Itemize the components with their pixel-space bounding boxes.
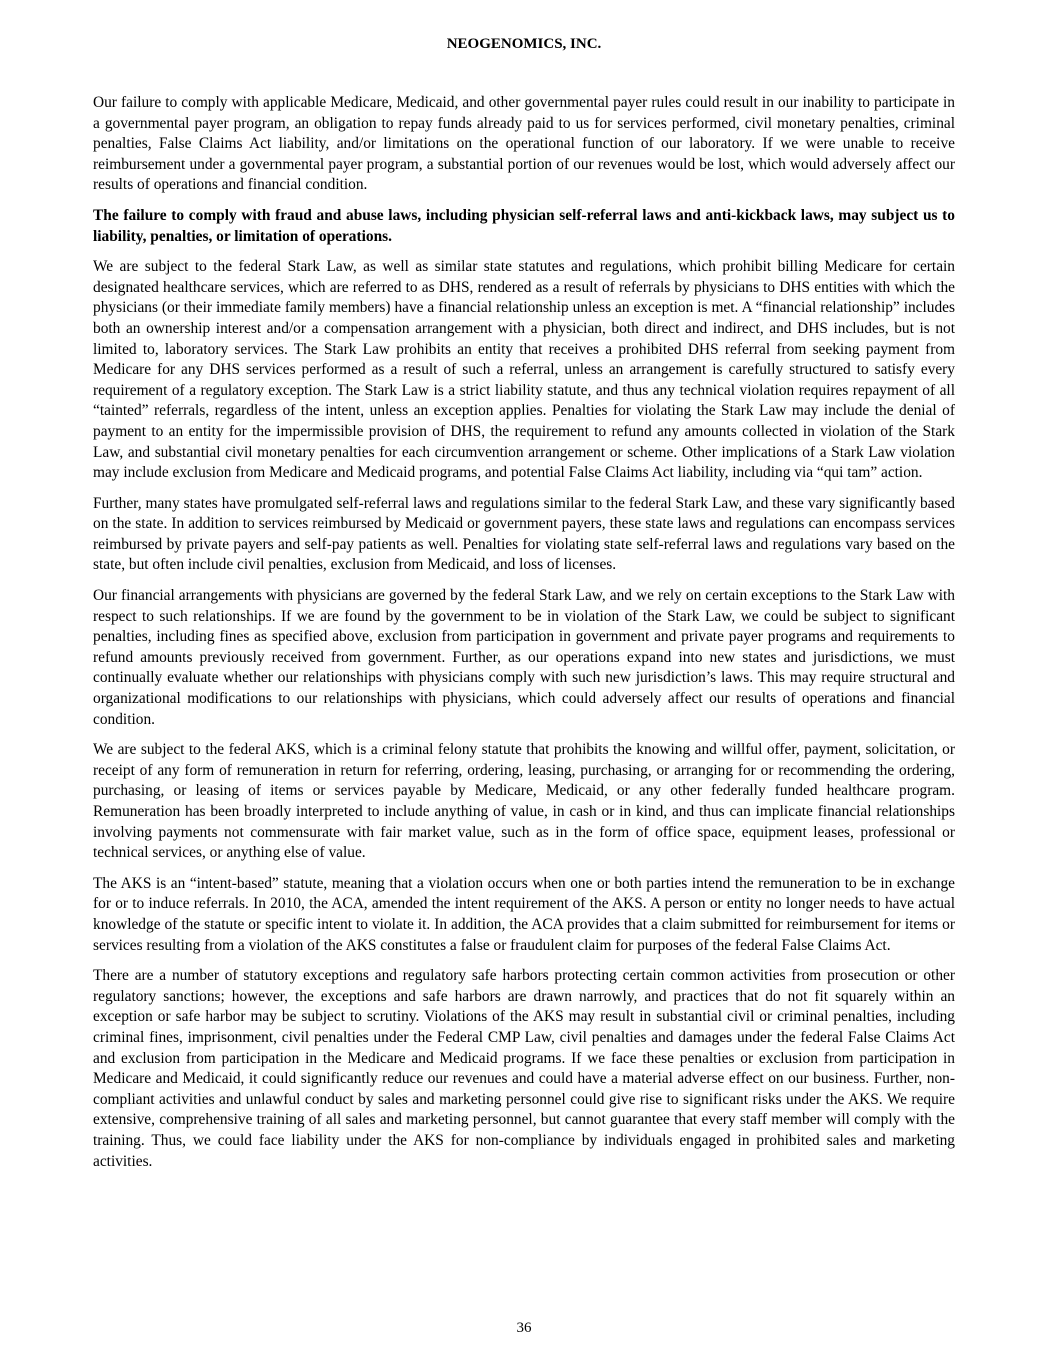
paragraph-federal-aks: We are subject to the federal AKS, which is a criminal felony statute that prohibits the knowing and willful offer, payment, solicitation, or receipt of any form of remuneration in return for referring, ordering, leasing, purchasing, or arranging for or recommending the ordering, purchasing, or leasing of items or services payable by Medicare, Medicaid, or any other federally funded healthcare program. Remuneration has been broadly interpreted to include anything of value, in cash or in kind, and thus can implicate financial relationships involving payments not commensurate with fair market value, such as in the form of office space, equipment leases, professional or technical services, or anything else of value. — [93, 741, 955, 862]
page-number: 36 — [516, 1320, 532, 1336]
paragraph-safe-harbors: There are a number of statutory exceptions and regulatory safe harbors protecting certain common activities from prosecution or other regulatory sanctions; however, the exceptions and safe harbors are drawn narrowly, and practices that do not fit squarely within an exception or safe harbor may be subject to scrutiny. Violations of the AKS may result in substantial civil or criminal penalties, including criminal fines, imprisonment, civil penalties under the Federal CMP Law, civil penalties and damages under the federal False Claims Act and exclusion from participation in the Medicare and Medicaid programs. If we face these penalties or exclusion from participation in Medicare and Medicaid, it could significantly reduce our revenues and could have a material adverse effect on our business. Further, non-compliant activities and unlawful conduct by sales and marketing personnel could give rise to significant risks under the AKS. We require extensive, comprehensive training of all sales and marketing personnel, but cannot guarantee that every staff member will comply with the training. Thus, we could face liability under the AKS for non-compliance by individuals engaged in prohibited sales and marketing activities. — [93, 967, 955, 1170]
paragraph-aks-intent: The AKS is an “intent-based” statute, meaning that a violation occurs when one or both parties intend the remuneration to be in exchange for or to induce referrals. In 2010, the ACA, amended the intent requirement of the AKS. A person or entity no longer needs to have actual knowledge of the statute or specific intent to violate it. In addition, the ACA provides that a claim submitted for reimbursement for items or services resulting from a violation of the AKS constitutes a false or fraudulent claim for purposes of the federal False Claims Act. — [93, 874, 955, 954]
paragraph-medicare-compliance: Our failure to comply with applicable Medicare, Medicaid, and other governmental payer rules could result in our inability to participate in a governmental payer program, an obligation to repay funds already paid to us for services performed, civil monetary penalties, criminal penalties, False Claims Act liability, and/or limitations on the operational function of our laboratory. If we were unable to receive reimbursement under a governmental payer program, a substantial portion of our revenues would be lost, which would adversely affect our results of operations and financial condition. — [93, 94, 955, 194]
risk-factor-heading: The failure to comply with fraud and abuse laws, including physician self-referral laws and anti-kickback laws, may subject us to liability, penalties, or limitation of operations. — [93, 206, 955, 245]
paragraph-state-self-referral: Further, many states have promulgated self-referral laws and regulations similar to the federal Stark Law, and these vary significantly based on the state. In addition to services reimbursed by Medicaid or government payers, these state laws and regulations can encompass services reimbursed by private payers and self-pay patients as well. Penalties for violating state self-referral laws and regulations vary based on the state, but often include civil penalties, exclusion from Medicaid, and loss of licenses. — [93, 494, 955, 574]
document-body — [93, 93, 955, 1182]
paragraph-financial-arrangements: Our financial arrangements with physicians are governed by the federal Stark Law, and we rely on certain exceptions to the Stark Law with respect to such relationships. If we are found by the government to be in violation of the Stark Law, we could be subject to significant penalties, including fines as specified above, exclusion from participation in government and private payer programs and requirements to refund amounts previously received from government. Further, as our operations expand into new states and jurisdictions, we must continually evaluate whether our relationships with physicians comply with such new jurisdiction’s laws. This may require structural and organizational modifications to our relationships with physicians, which could adversely affect our results of operations and financial condition. — [93, 587, 955, 728]
page-header: NEOGENOMICS, INC. — [446, 36, 602, 52]
paragraph-stark-law: We are subject to the federal Stark Law, as well as similar state statutes and regulations, which prohibit billing Medicare for certain designated healthcare services, which are referred to as DHS, rendered as a result of referrals by physicians to DHS entities with which the physicians (or their immediate family members) have a financial relationship unless an exception is met. A “financial relationship” includes both an ownership interest and/or a compensation arrangement with a physician, both direct and indirect, and DHS includes, but is not limited to, laboratory services. The Stark Law prohibits an entity that receives a prohibited DHS referral from seeking payment from Medicare for any DHS services performed as a result of such a referral, unless an arrangement is carefully structured to satisfy every requirement of a regulatory exception. The Stark Law is a strict liability statute, and thus any technical violation requires repayment of all “tainted” referrals, regardless of the intent, unless an exception applies. Penalties for violating the Stark Law may include the denial of payment to an entity for the impermissible provision of DHS, the requirement to refund any amounts collected in violation of the Stark Law, and substantial civil monetary penalties for each circumvention arrangement or scheme. Other implications of a Stark Law violation may include exclusion from Medicare and Medicaid programs, and potential False Claims Act liability, including via “qui tam” action. — [93, 258, 955, 482]
